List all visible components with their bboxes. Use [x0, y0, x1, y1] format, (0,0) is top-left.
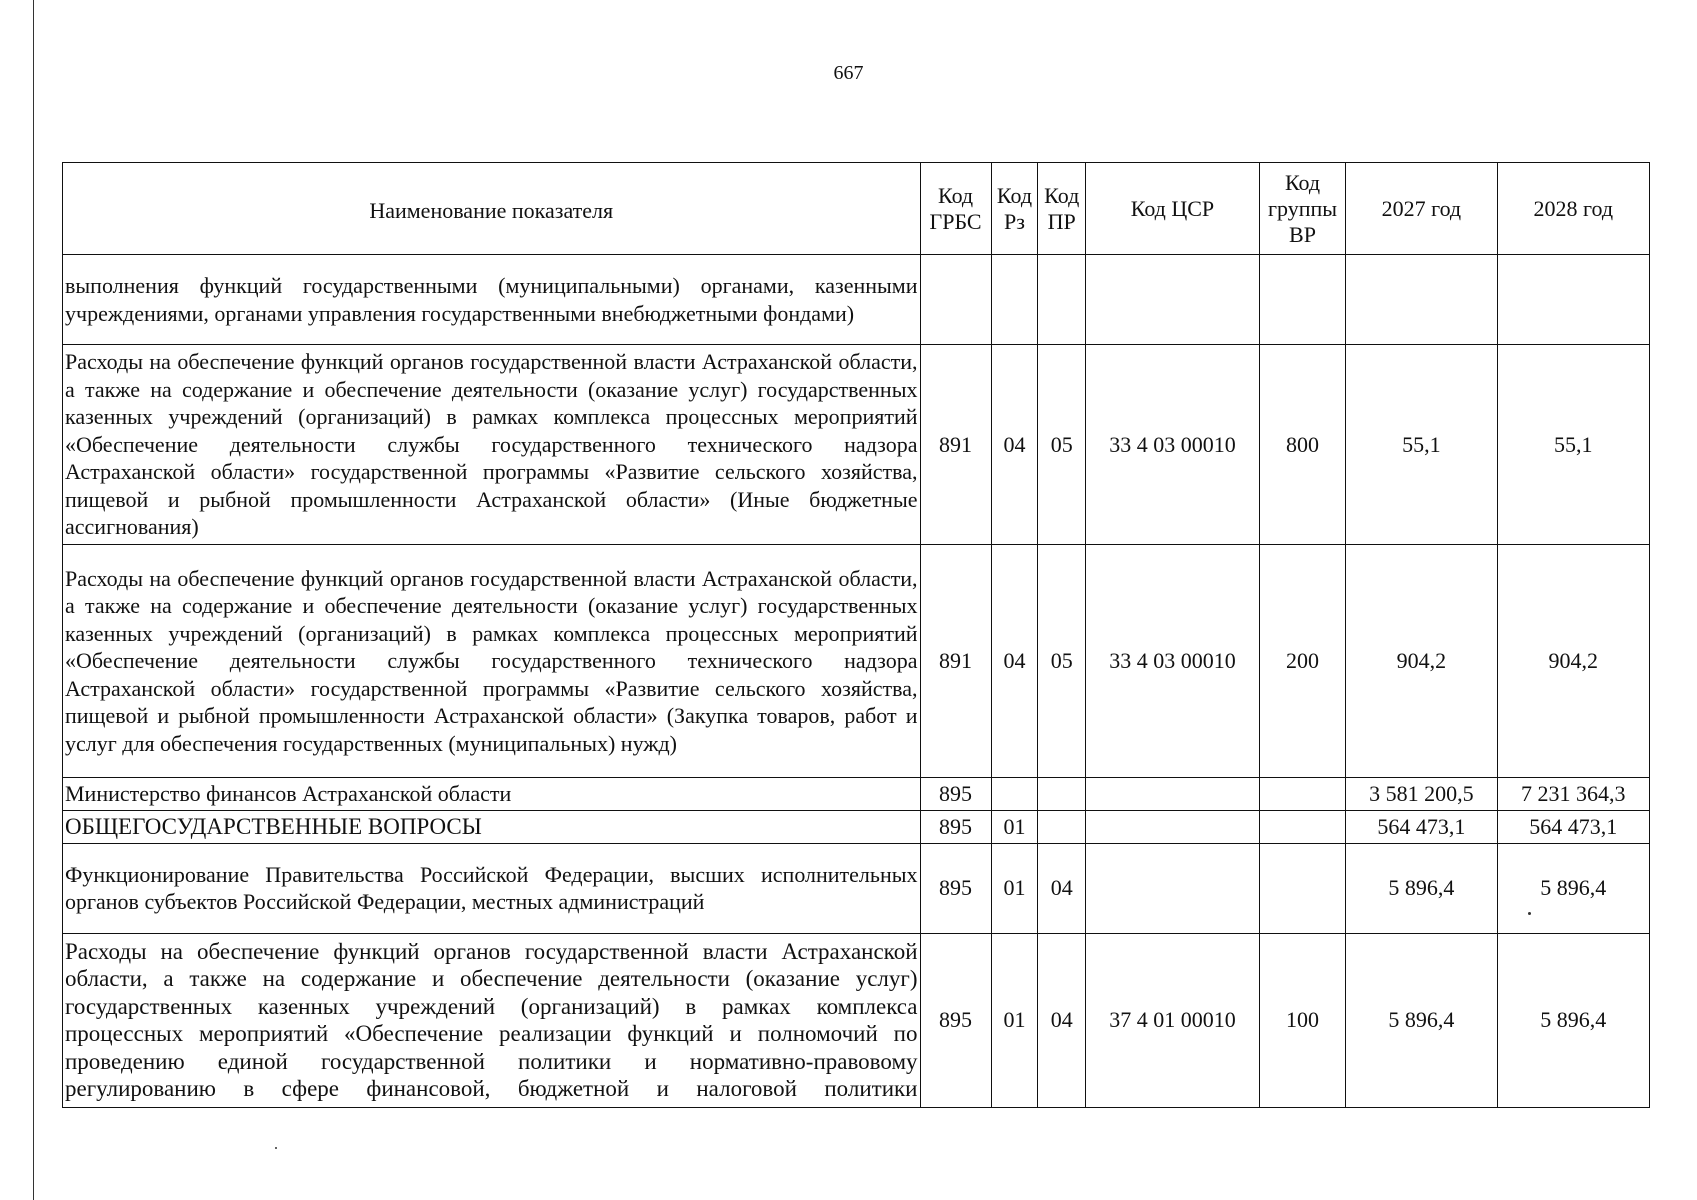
row-vr: [1259, 810, 1345, 843]
row-csr: 33 4 03 00010: [1086, 545, 1260, 778]
row-csr: 37 4 01 00010: [1086, 933, 1260, 1107]
row-pr: 04: [1038, 843, 1086, 933]
row-vr: 800: [1259, 345, 1345, 545]
header-csr: Код ЦСР: [1086, 163, 1260, 255]
header-vr: Код группы ВР: [1259, 163, 1345, 255]
row-grbs: 895: [920, 843, 991, 933]
row-vr: 100: [1259, 933, 1345, 1107]
table-row: [63, 255, 1650, 345]
table-row: [63, 545, 1650, 778]
row-2028: 7 231 364,3: [1497, 778, 1649, 811]
row-2028: 5 896,4: [1497, 843, 1649, 933]
row-grbs: 891: [920, 545, 991, 778]
row-2027: [1346, 255, 1497, 345]
page-number: 667: [833, 62, 864, 84]
row-csr: 33 4 03 00010: [1086, 345, 1260, 545]
header-grbs: Код ГРБС: [920, 163, 991, 255]
table-header-row: [63, 163, 1650, 255]
row-name: выполнения функций государственными (муниципальными) органами, казенными учреждениями, органами управления государственными внебюджетными фондами): [63, 255, 921, 345]
row-2027: 564 473,1: [1346, 810, 1497, 843]
row-rz: 01: [991, 843, 1038, 933]
row-rz: 01: [991, 933, 1038, 1107]
row-csr: [1086, 810, 1260, 843]
row-grbs: 895: [920, 810, 991, 843]
row-grbs: 891: [920, 345, 991, 545]
row-2027: 55,1: [1346, 345, 1497, 545]
scan-speck: [275, 1147, 277, 1149]
row-2027: 5 896,4: [1346, 843, 1497, 933]
row-name: Расходы на обеспечение функций органов государственной власти Астраханской области, а также на содержание и обеспечение деятельности (оказание услуг) государственных казенных учреждений (организаций) в рамках комплекса процессных мероприятий «Обеспечение реализации функций и полномочий по проведению единой государственной политики и нормативно-правовому регулированию в сфере финансовой, бюджетной и налоговой политики: [63, 933, 921, 1107]
row-pr: [1038, 810, 1086, 843]
header-rz: Код Рз: [991, 163, 1038, 255]
row-csr: [1086, 843, 1260, 933]
row-pr: [1038, 778, 1086, 811]
row-rz: [991, 778, 1038, 811]
row-vr: [1259, 778, 1345, 811]
scan-speck: [1528, 912, 1531, 915]
header-2027: 2027 год: [1346, 163, 1497, 255]
row-name: Расходы на обеспечение функций органов государственной власти Астраханской области, а также на содержание и обеспечение деятельности (оказание услуг) государственных казенных учреждений (организаций) в рамках комплекса процессных мероприятий «Обеспечение деятельности службы государственного технического надзора Астраханской области» государственной программы «Развитие сельского хозяйства, пищевой и рыбной промышленности Астраханской области» (Закупка товаров, работ и услуг для обеспечения государственных (муниципальных) нужд): [63, 545, 921, 778]
row-rz: 04: [991, 545, 1038, 778]
row-name: Расходы на обеспечение функций органов государственной власти Астраханской области, а также на содержание и обеспечение деятельности (оказание услуг) государственных казенных учреждений (организаций) в рамках комплекса процессных мероприятий «Обеспечение деятельности службы государственного технического надзора Астраханской области» государственной программы «Развитие сельского хозяйства, пищевой и рыбной промышленности Астраханской области» (Иные бюджетные ассигнования): [63, 345, 921, 545]
header-name: Наименование показателя: [63, 163, 921, 255]
row-2028: 564 473,1: [1497, 810, 1649, 843]
row-rz: 04: [991, 345, 1038, 545]
row-name: Министерство финансов Астраханской области: [63, 778, 921, 811]
row-2027: 904,2: [1346, 545, 1497, 778]
row-name: Функционирование Правительства Российской Федерации, высших исполнительных органов субъектов Российской Федерации, местных администраций: [63, 843, 921, 933]
header-pr: Код ПР: [1038, 163, 1086, 255]
row-2028: [1497, 255, 1649, 345]
row-2028: 55,1: [1497, 345, 1649, 545]
row-grbs: 895: [920, 778, 991, 811]
row-rz: 01: [991, 810, 1038, 843]
table-row: [63, 843, 1650, 933]
row-name: ОБЩЕГОСУДАРСТВЕННЫЕ ВОПРОСЫ: [63, 810, 921, 843]
table-row: [63, 778, 1650, 811]
row-csr: [1086, 778, 1260, 811]
table-row: [63, 810, 1650, 843]
row-pr: 05: [1038, 345, 1086, 545]
row-pr: 05: [1038, 545, 1086, 778]
header-2028: 2028 год: [1497, 163, 1649, 255]
row-2028: 904,2: [1497, 545, 1649, 778]
row-vr: [1259, 255, 1345, 345]
row-pr: 04: [1038, 933, 1086, 1107]
row-rz: [991, 255, 1038, 345]
row-grbs: [920, 255, 991, 345]
table-row: [63, 933, 1650, 1107]
row-grbs: 895: [920, 933, 991, 1107]
row-csr: [1086, 255, 1260, 345]
table-row: [63, 345, 1650, 545]
row-vr: 200: [1259, 545, 1345, 778]
budget-table: [62, 162, 1650, 1108]
row-vr: [1259, 843, 1345, 933]
row-pr: [1038, 255, 1086, 345]
row-2027: 5 896,4: [1346, 933, 1497, 1107]
row-2027: 3 581 200,5: [1346, 778, 1497, 811]
row-2028: 5 896,4: [1497, 933, 1649, 1107]
binding-margin-line: [33, 0, 34, 1200]
